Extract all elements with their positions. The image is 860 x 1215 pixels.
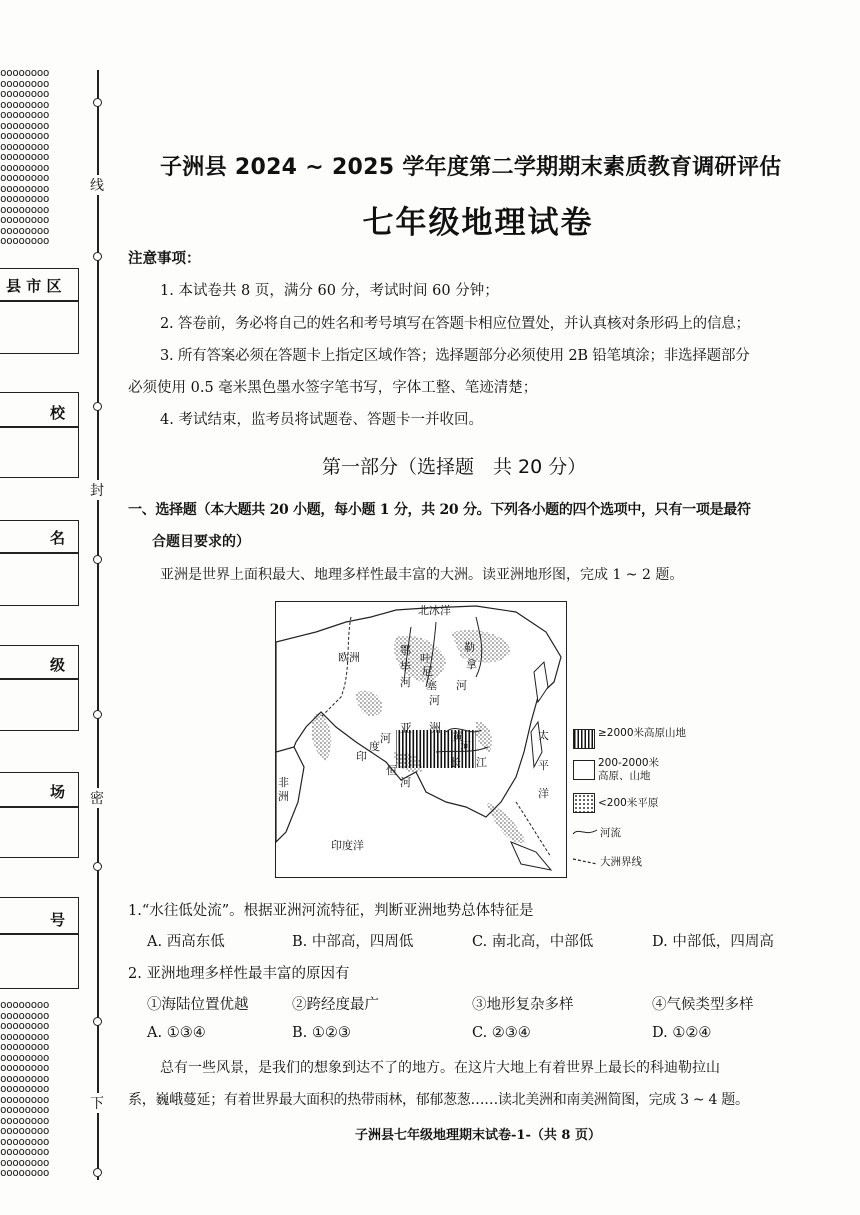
label-arctic-ocean: 北冰洋 (418, 604, 451, 617)
river-label-e: 鄂 (400, 644, 411, 657)
legend-high-label: ≥2000米高原山地 (598, 727, 687, 739)
binding-char-xian: 线 (90, 175, 104, 195)
notice-item-2: 2. 答卷前，务必将自己的姓名和考号填写在答题卡相应位置处，并认真核对条形码上的信息； (160, 316, 750, 332)
label-pacific-3: 洋 (538, 787, 549, 800)
label-indian-ocean: 印度洋 (331, 839, 364, 852)
legend-boundary-icon (572, 855, 598, 867)
name-box (0, 520, 79, 606)
passage-line-1: 总有一些风景，是我们的想象到达不了的地方。在这片大地上有着世界上最长的科迪勒拉山 (160, 1060, 720, 1076)
number-label: 号 (50, 911, 66, 929)
label-africa-2: 洲 (278, 790, 289, 803)
binding-char-feng: 封 (90, 480, 104, 500)
river-label-sai: 塞 (426, 679, 437, 692)
river-label-he1: 河 (400, 676, 411, 689)
part1-title: 第一部分（选择题 共 20 分） (322, 456, 587, 478)
river-label-ni: 尼 (422, 665, 433, 678)
river-label-na: 拿 (466, 658, 477, 671)
notice-heading: 注意事项： (128, 251, 201, 267)
question-1-stem: 1.“水往低处流”。根据亚洲河流特征，判断亚洲地势总体特征是 (128, 903, 534, 919)
part1-instructions: 一、选择题（本大题共 20 小题，每小题 1 分，共 20 分。下列各小题的四个选项中，只有一项是最符 (128, 502, 751, 518)
q2-option-c: C. ②③④ (472, 1025, 531, 1041)
legend-river-label: 河流 (600, 827, 621, 839)
legend-high-swatch (573, 729, 595, 749)
river-label-he5: 河 (400, 776, 411, 789)
label-pacific-2: 平 (538, 759, 549, 772)
river-label-huang: 黄 (452, 730, 463, 743)
river-label-bi: 毕 (400, 660, 411, 673)
binding-hole (93, 1168, 102, 1177)
river-label-ye: 叶 (420, 652, 431, 665)
notice-item-1: 1. 本试卷共 8 页，满分 60 分，考试时间 60 分钟； (160, 283, 499, 299)
room-box (0, 772, 79, 858)
q2-statement-1: ①海陆位置优越 (147, 997, 249, 1013)
legend-boundary-label: 大洲界线 (600, 856, 642, 868)
room-label: 场 (50, 783, 66, 801)
name-label: 名 (50, 529, 66, 547)
legend-mid-label: 200-2000米高原、山地 (598, 757, 660, 782)
q2-statement-2: ②跨经度最广 (292, 997, 379, 1013)
part1-instructions-2: 合题目要求的） (152, 534, 250, 550)
q2-statement-4: ④气候类型多样 (652, 997, 754, 1013)
notice-item-3: 3. 所有答案必须在答题卡上指定区域作答；选择题部分必须使用 2B 铅笔填涂；非选择题部分 (160, 348, 750, 364)
legend-mid-swatch (573, 760, 595, 780)
q2-option-b: B. ①②③ (292, 1025, 351, 1041)
river-label-yin: 印 (356, 750, 367, 763)
binding-char-mi: 密 (90, 788, 104, 808)
label-asia-1: 亚 (400, 721, 413, 735)
binding-dots-bottom: oooooooo oooooooo oooooooo oooooooo oooooooo oooooooo oooooooo oooooooo oooooooo oooooooo oooooooo oooooooo oooooooo oooooooo oooooooo oooooooo oooooooo (0, 1000, 49, 1179)
label-africa-1: 非 (278, 776, 289, 789)
notice-item-3b: 必须使用 0.5 毫米黑色墨水签字笔书写，字体工整、笔迹清楚； (128, 380, 538, 396)
exam-title: 子洲县 2024 ~ 2025 学年度第二学期期末素质教育调研评估 (160, 155, 782, 180)
binding-dots-top: oooooooo oooooooo oooooooo oooooooo oooooooo oooooooo oooooooo oooooooo oooooooo oooooooo oooooooo oooooooo oooooooo oooooooo oooooooo oooooooo oooooooo (0, 68, 49, 246)
binding-hole (93, 555, 102, 564)
county-label: 县 市 区 (6, 277, 62, 295)
river-label-le: 勒 (464, 641, 475, 654)
q1-option-c: C. 南北高，中部低 (472, 934, 594, 950)
class-box (0, 645, 79, 731)
river-label-he2: 河 (429, 694, 440, 707)
q1-option-d: D. 中部低，四周高 (652, 934, 774, 950)
label-asia-2: 洲 (429, 721, 442, 735)
legend-low-label: <200米平原 (598, 797, 659, 809)
river-label-chang: 长 (450, 756, 461, 769)
number-box (0, 897, 79, 989)
question-2-stem: 2. 亚洲地理多样性最丰富的原因有 (128, 966, 350, 982)
exam-subtitle: 七年级地理试卷 (362, 205, 594, 241)
river-label-heng: 恒 (386, 764, 397, 777)
page-footer: 子洲县七年级地理期末试卷-1-（共 8 页） (355, 1128, 601, 1143)
map-intro: 亚洲是世界上面积最大、地理多样性最丰富的大洲。读亚洲地形图，完成 1 ~ 2 题。 (160, 567, 684, 583)
binding-hole (93, 252, 102, 261)
asia-terrain-map (275, 601, 567, 878)
q2-option-a: A. ①③④ (147, 1025, 206, 1041)
asia-map-svg (276, 602, 566, 877)
river-label-he4: 河 (380, 732, 391, 745)
legend-river-icon (572, 826, 598, 838)
legend-low-swatch (573, 793, 595, 813)
binding-hole (93, 98, 102, 107)
river-label-he3: 河 (456, 679, 467, 692)
notice-item-4: 4. 考试结束，监考员将试题卷、答题卡一并收回。 (160, 412, 483, 428)
binding-char-xia: 下 (90, 1093, 104, 1113)
class-label: 级 (50, 656, 66, 674)
passage-line-2: 系，巍峨蔓延；有着世界最大面积的热带雨林，郁郁葱葱……读北美洲和南美洲简图，完成 3 ~ 4 题。 (128, 1092, 749, 1108)
river-label-he6: 河 (460, 740, 471, 753)
q1-option-a: A. 西高东低 (147, 934, 225, 950)
label-pacific-1: 太 (538, 729, 549, 742)
school-box (0, 392, 79, 478)
river-label-jiang: 江 (476, 756, 487, 769)
school-label: 校 (50, 404, 66, 422)
binding-hole (93, 710, 102, 719)
q2-option-d: D. ①②④ (652, 1025, 712, 1041)
q2-statement-3: ③地形复杂多样 (472, 997, 574, 1013)
river-label-du: 度 (369, 740, 380, 753)
label-europe: 欧洲 (338, 651, 360, 664)
binding-hole (93, 1017, 102, 1026)
binding-hole (93, 862, 102, 871)
binding-hole (93, 402, 102, 411)
q1-option-b: B. 中部高，四周低 (292, 934, 414, 950)
